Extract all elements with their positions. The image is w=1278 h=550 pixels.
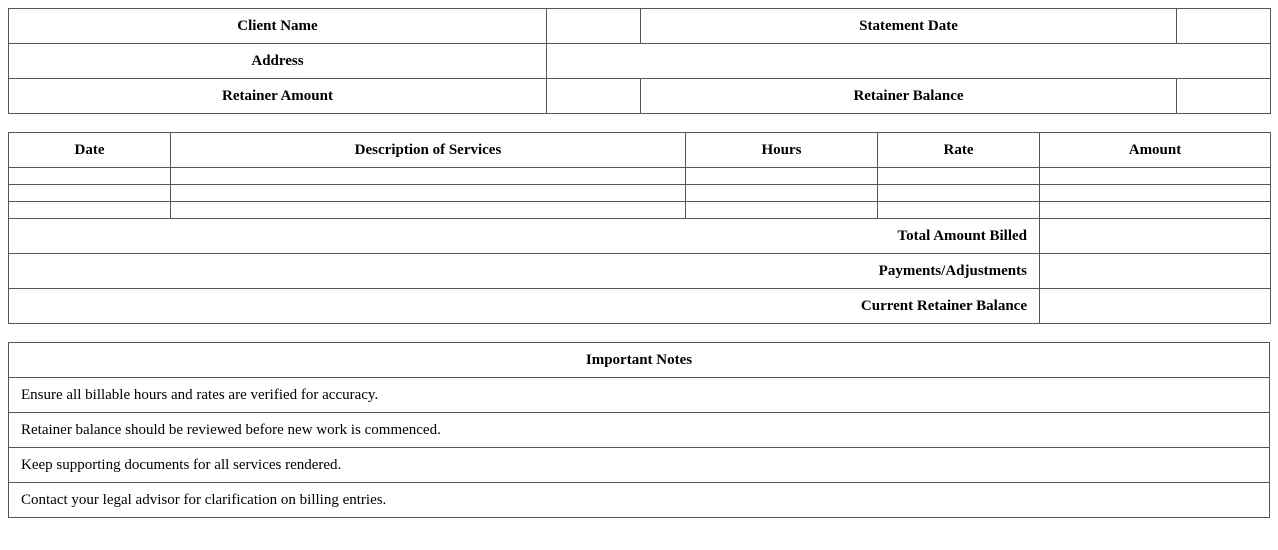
list-item <box>9 413 1270 448</box>
amount-cell[interactable] <box>1040 168 1271 185</box>
payments-adjustments-row <box>9 254 1271 289</box>
column-header-rate: Rate <box>878 133 1040 168</box>
address-value[interactable] <box>547 44 1271 79</box>
column-header-amount: Amount <box>1040 133 1271 168</box>
description-cell[interactable] <box>171 168 686 185</box>
table-row <box>9 185 1271 202</box>
date-cell[interactable] <box>9 202 171 219</box>
list-item <box>9 448 1270 483</box>
hours-cell[interactable] <box>686 168 878 185</box>
total-amount-billed-row <box>9 219 1271 254</box>
client-name-value[interactable] <box>547 9 641 44</box>
note-text: Contact your legal advisor for clarification on billing entries. <box>9 483 1270 518</box>
current-retainer-balance-value[interactable] <box>1040 289 1271 324</box>
rate-cell[interactable] <box>878 185 1040 202</box>
services-table <box>8 132 1271 324</box>
payments-adjustments-value[interactable] <box>1040 254 1271 289</box>
address-label: Address <box>9 44 547 79</box>
rate-cell[interactable] <box>878 202 1040 219</box>
note-text: Keep supporting documents for all services rendered. <box>9 448 1270 483</box>
note-text: Ensure all billable hours and rates are verified for accuracy. <box>9 378 1270 413</box>
column-header-hours: Hours <box>686 133 878 168</box>
total-amount-billed-value[interactable] <box>1040 219 1271 254</box>
notes-header-row <box>9 343 1270 378</box>
retainer-balance-value[interactable] <box>1177 79 1271 114</box>
hours-cell[interactable] <box>686 185 878 202</box>
statement-date-value[interactable] <box>1177 9 1271 44</box>
services-header-row <box>9 133 1271 168</box>
date-cell[interactable] <box>9 168 171 185</box>
list-item <box>9 483 1270 518</box>
description-cell[interactable] <box>171 202 686 219</box>
statement-date-label: Statement Date <box>641 9 1177 44</box>
client-name-row <box>9 9 1271 44</box>
note-text: Retainer balance should be reviewed before new work is commenced. <box>9 413 1270 448</box>
rate-cell[interactable] <box>878 168 1040 185</box>
important-notes-table <box>8 342 1270 518</box>
table-row <box>9 202 1271 219</box>
amount-cell[interactable] <box>1040 185 1271 202</box>
retainer-row <box>9 79 1271 114</box>
amount-cell[interactable] <box>1040 202 1271 219</box>
table-row <box>9 168 1271 185</box>
address-row <box>9 44 1271 79</box>
column-header-description: Description of Services <box>171 133 686 168</box>
retainer-balance-label: Retainer Balance <box>641 79 1177 114</box>
payments-adjustments-label: Payments/Adjustments <box>9 254 1040 289</box>
retainer-amount-value[interactable] <box>547 79 641 114</box>
total-amount-billed-label: Total Amount Billed <box>9 219 1040 254</box>
list-item <box>9 378 1270 413</box>
column-header-date: Date <box>9 133 171 168</box>
client-info-table <box>8 8 1271 114</box>
client-name-label: Client Name <box>9 9 547 44</box>
current-retainer-balance-row <box>9 289 1271 324</box>
date-cell[interactable] <box>9 185 171 202</box>
notes-title: Important Notes <box>9 343 1270 378</box>
current-retainer-balance-label: Current Retainer Balance <box>9 289 1040 324</box>
hours-cell[interactable] <box>686 202 878 219</box>
description-cell[interactable] <box>171 185 686 202</box>
retainer-amount-label: Retainer Amount <box>9 79 547 114</box>
